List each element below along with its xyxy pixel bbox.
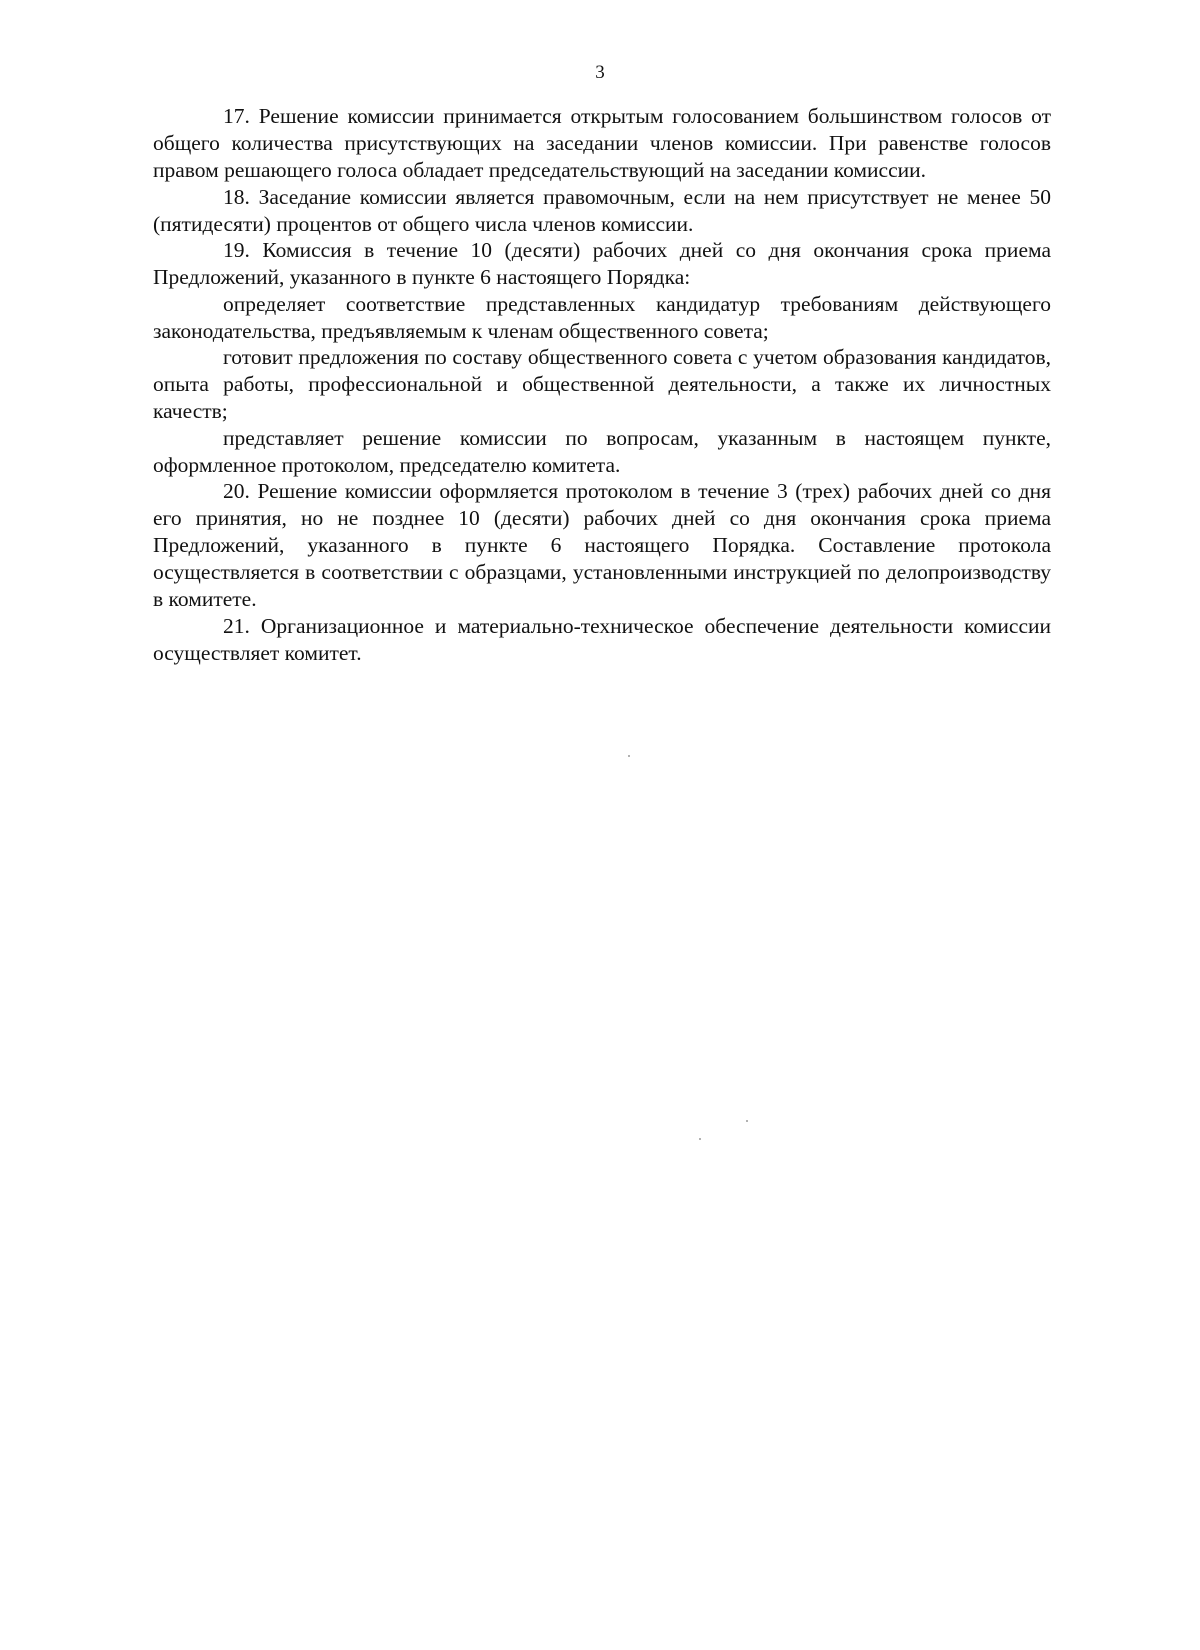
paragraph-21: 21. Организационное и материально-техническое обеспечение деятельности комиссии осуществляет комитет.: [153, 613, 1051, 665]
scan-speck: [699, 1138, 701, 1140]
paragraph-17: 17. Решение комиссии принимается открытым голосованием большинством голосов от общего количества присутствующих на заседании членов комиссии. При равенстве голосов правом решающего голоса обладает председательствующий на заседании комиссии.: [153, 104, 1051, 182]
page-number: 3: [595, 62, 605, 83]
paragraph-18: 18. Заседание комиссии является правомочным, если на нем присутствует не менее 50 (пятидесяти) процентов от общего числа членов комиссии.: [153, 184, 1051, 236]
document-body: [153, 103, 1051, 666]
paragraph-19-item-submit: представляет решение комиссии по вопросам, указанным в настоящем пункте, оформленное протоколом, председателю комитета.: [153, 425, 1051, 477]
paragraph-20: 20. Решение комиссии оформляется протоколом в течение 3 (трех) рабочих дней со дня его принятия, но не позднее 10 (десяти) рабочих дней со дня окончания срока приема Предложений, указанного в пункте 6 настоящего Порядка. Составление протокола осуществляется в соответствии с образцами, установленными инструкцией по делопроизводству в комитете.: [153, 479, 1051, 611]
scan-speck: [628, 755, 630, 757]
paragraph-19: 19. Комиссия в течение 10 (десяти) рабочих дней со дня окончания срока приема Предложений, указанного в пункте 6 настоящего Порядка:: [153, 238, 1051, 289]
scan-speck: [746, 1120, 748, 1122]
paragraph-19-item-determine: определяет соответствие представленных кандидатур требованиям действующего законодательства, предъявляемым к членам общественного совета;: [153, 291, 1051, 343]
paragraph-19-item-prepare: готовит предложения по составу общественного совета с учетом образования кандидатов, опыта работы, профессиональной и общественной деятельности, а также их личностных качеств;: [153, 345, 1051, 423]
